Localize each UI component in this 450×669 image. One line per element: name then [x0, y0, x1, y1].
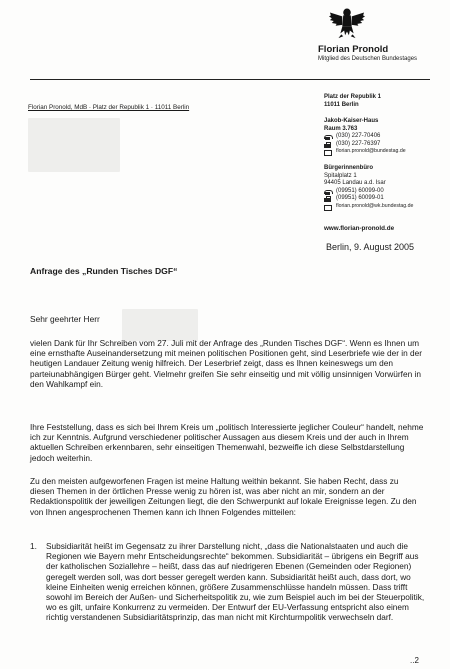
body-paragraph: vielen Dank für Ihr Schreiben vom 27. Juli mit der Anfrage des „Runden Tisches DGF“. Wenn es Ihnen um eine ernsthafte Auseinandersetzung mit meinen politischen Positionen geht, sind Leserbriefe wie der in der heutigen Landauer Zeitung wenig hilfreich. Der Leserbrief zeigt, dass es Ihnen keineswegs um den parteiunabhängigen Bürger geht. Vielmehr greifen Sie sehr einseitig und mit völlig unsinnigen Vorwürfen in den Wahlkampf ein. — [30, 338, 423, 389]
sender-name: Florian Pronold — [318, 44, 389, 55]
office-contact — [324, 118, 406, 156]
website: www.florian-pronold.de — [324, 225, 395, 232]
fax-icon — [324, 196, 332, 202]
page-number: ..2 — [410, 656, 419, 665]
phone-icon — [324, 189, 332, 195]
local-fax-row — [324, 195, 413, 203]
local-email-address: florian.pronold@wk.bundestag.de — [336, 202, 414, 209]
salutation: Sehr geehrter Herr — [30, 314, 100, 324]
body-paragraph: Ihre Feststellung, dass es sich bei Ihrem Kreis um „politisch Interessierte jeglicher Couleur“ handelt, nehme ich zur Kenntnis. Aufgrund verschiedener politischer Aussagen aus diesem Kreis und der auch in Ihrem aktuellen Schreiben erkennbaren, sehr einseitigen Themenwahl, bezweifle ich diese Selbstdarstellung jedoch weiterhin. — [30, 422, 424, 463]
local-office-title: Bürgerinnenbüro — [324, 165, 373, 171]
redacted-recipient-name — [122, 309, 198, 341]
fax-icon — [324, 142, 332, 148]
office-room: Raum 3.763 — [324, 125, 358, 132]
local-phone-row — [324, 188, 413, 196]
fax-row — [324, 141, 406, 149]
local-fax-number: (09951) 60099-01 — [336, 195, 384, 202]
berlin-address — [324, 94, 381, 109]
header-divider — [30, 79, 430, 80]
local-office-contact — [324, 165, 413, 211]
email-address: florian.pronold@bundestag.de — [336, 148, 406, 155]
sender-role: Mitglied des Deutschen Bundestages — [318, 56, 418, 62]
local-office-street: Spitalplatz 1 — [324, 172, 357, 179]
federal-eagle-icon — [328, 4, 366, 40]
subject-line: Anfrage des „Runden Tisches DGF“ — [30, 266, 178, 276]
fax-number: (030) 227-76397 — [336, 140, 381, 147]
mail-icon — [324, 149, 332, 155]
berlin-city: 11011 Berlin — [324, 101, 359, 108]
letter-date: Berlin, 9. August 2005 — [326, 242, 415, 252]
local-phone-number: (09951) 60099-00 — [336, 187, 384, 194]
redacted-recipient-address — [28, 118, 120, 172]
email-row — [324, 148, 406, 156]
mail-icon — [324, 204, 332, 210]
phone-row — [324, 133, 406, 141]
phone-number: (030) 227-70406 — [336, 133, 381, 140]
phone-icon — [324, 134, 332, 140]
body-paragraph: Zu den meisten aufgeworfenen Fragen ist meine Haltung weithin bekannt. Sie haben Recht, dass zu diesen Themen in der örtlichen Presse wenig zu hören ist, was aber nicht an mir, sondern an der Redaktionspolitik der jeweiligen Zeitungen liegt, die den Schwerpunkt auf lokale Ereignisse legen. Zu den von Ihnen angesprochenen Themen kann ich Ihnen Folgendes mitteilen: — [30, 476, 417, 517]
list-item-text: Subsidiarität heißt im Gegensatz zu ihrer Darstellung nicht, „dass die Nationalstaaten und auch die Regionen wie Bayern mehr Entscheidungsrechte“ bekommen. Subsidiarität – übrigens ein Begriff aus der katholischen Soziallehre – heißt, dass das auf niedrigeren Ebenen (Gemeinden oder Regionen) geregelt werden soll, was dort besser geregelt werden kann. Subsidiarität heißt auch, dass dort, wo kleine Einheiten wenig erreichen können, größere Zusammenschlüsse handeln müssen. Dass trifft sowohl im Bereich der Außen- und Sicherheitspolitik zu, wie zum Beispiel auch im bei der Steuerpolitik, wo es gilt, unfaire Konkurrenz zu vermeiden. Der Entwurf der EU-Verfassung entspricht also einem richtig verstandenen Subsidiaritätsprinzip, das man nicht mit Kirchturmpolitik verwechseln darf. — [46, 541, 425, 623]
local-office-city: 94405 Landau a.d. Isar — [324, 180, 386, 187]
return-address: Florian Pronold, MdB · Platz der Republik 1 · 11011 Berlin — [28, 104, 190, 111]
list-item-number: 1. — [30, 541, 37, 551]
office-building: Jakob-Kaiser-Haus — [324, 118, 379, 124]
berlin-street: Platz der Republik 1 — [324, 94, 382, 100]
local-email-row — [324, 203, 413, 211]
